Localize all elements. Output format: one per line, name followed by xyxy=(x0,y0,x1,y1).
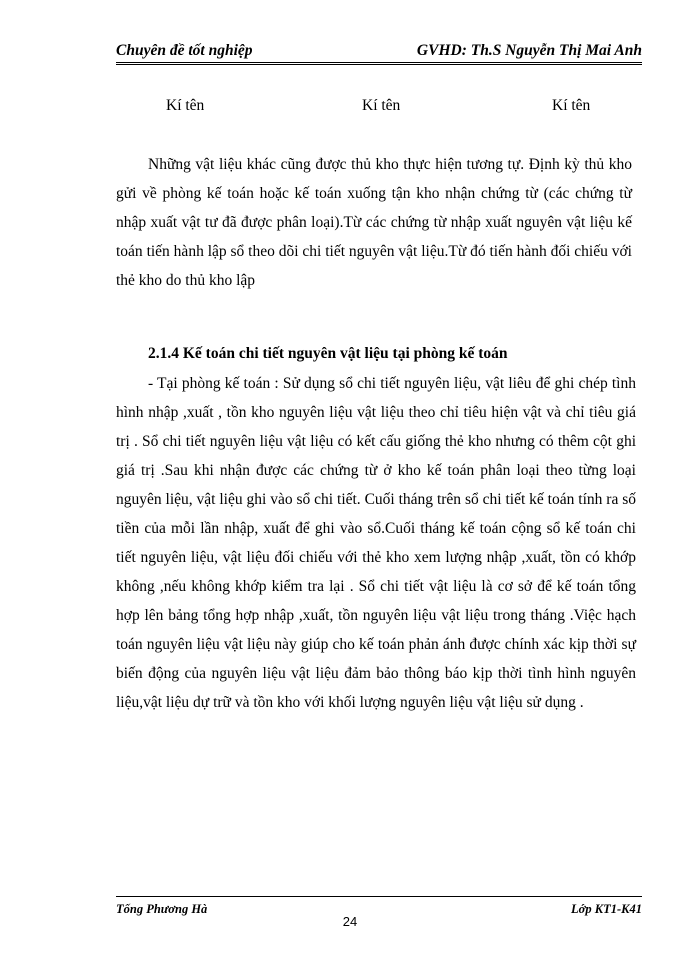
footer-author: Tống Phương Hà xyxy=(116,902,208,916)
footer-class: Lớp KT1-K41 xyxy=(571,902,642,916)
page-header xyxy=(116,38,642,65)
paragraph-body-1: Những vật liệu khác cũng được thủ kho thực hiện tương tự. Định kỳ thủ kho gửi về phòng kế toán hoặc kế toán xuống tận kho nhận chứng từ (các chứng từ nhập xuất vật tư đã được phân loại).Từ các chứng từ nhập xuất nguyên vật liệu kế toán tiến hành lập sổ theo dõi chi tiết nguyên vật liệu.Từ đó tiến hành đối chiếu với thẻ kho do thủ kho lập xyxy=(116,156,632,289)
section-heading: 2.1.4 Kế toán chi tiết nguyên vật liệu tại phòng kế toán xyxy=(148,345,508,362)
paragraph-body-2: - Tại phòng kế toán : Sử dụng sổ chi tiết nguyên liệu, vật liêu để ghi chép tình hình nhập ,xuất , tồn kho nguyên liệu vật liệu theo chỉ tiêu hiện vật và chỉ tiêu giá trị . Sổ chi tiết nguyên liệu vật liệu có kết cấu giống thẻ kho nhưng có thêm cột ghi giá trị .Sau khi nhận được các chứng từ ở kho kế toán phân loại theo từng loại nguyên liệu, vật liệu ghi vào sổ chi tiết. Cuối tháng trên sổ chi tiết kế toán tính ra số tiền của mỗi lần nhập, xuất để ghi vào sổ.Cuối tháng kế toán cộng sổ kế toán chi tiết nguyên liệu, vật liệu đối chiếu với thẻ kho xem lượng nhập ,xuất, tồn có khớp không ,nếu không khớp kiểm tra lại . Sổ chi tiết vật liệu là cơ sở để kế toán tổng hợp lên bảng tổng hợp nhập ,xuất, tồn nguyên liệu vật liệu trong tháng .Việc hạch toán nguyên liệu vật liệu này giúp cho kế toán phản ánh được chính xác kịp thời sự biến động của nguyên liệu vật liệu đảm bảo thông báo kịp thời tình hình nguyên liệu,vật liệu dự trữ và tồn kho với khối lượng nguyên liệu vật liệu sử dụng . xyxy=(116,375,636,711)
header-supervisor: GVHD: Th.S Nguyễn Thị Mai Anh xyxy=(416,42,642,59)
signature-label-1: Kí tên xyxy=(166,97,205,114)
page-number: 24 xyxy=(342,914,358,929)
signature-label-3: Kí tên xyxy=(552,97,591,114)
header-title: Chuyên đề tốt nghiệp xyxy=(116,42,253,59)
signature-label-2: Kí tên xyxy=(362,97,401,114)
